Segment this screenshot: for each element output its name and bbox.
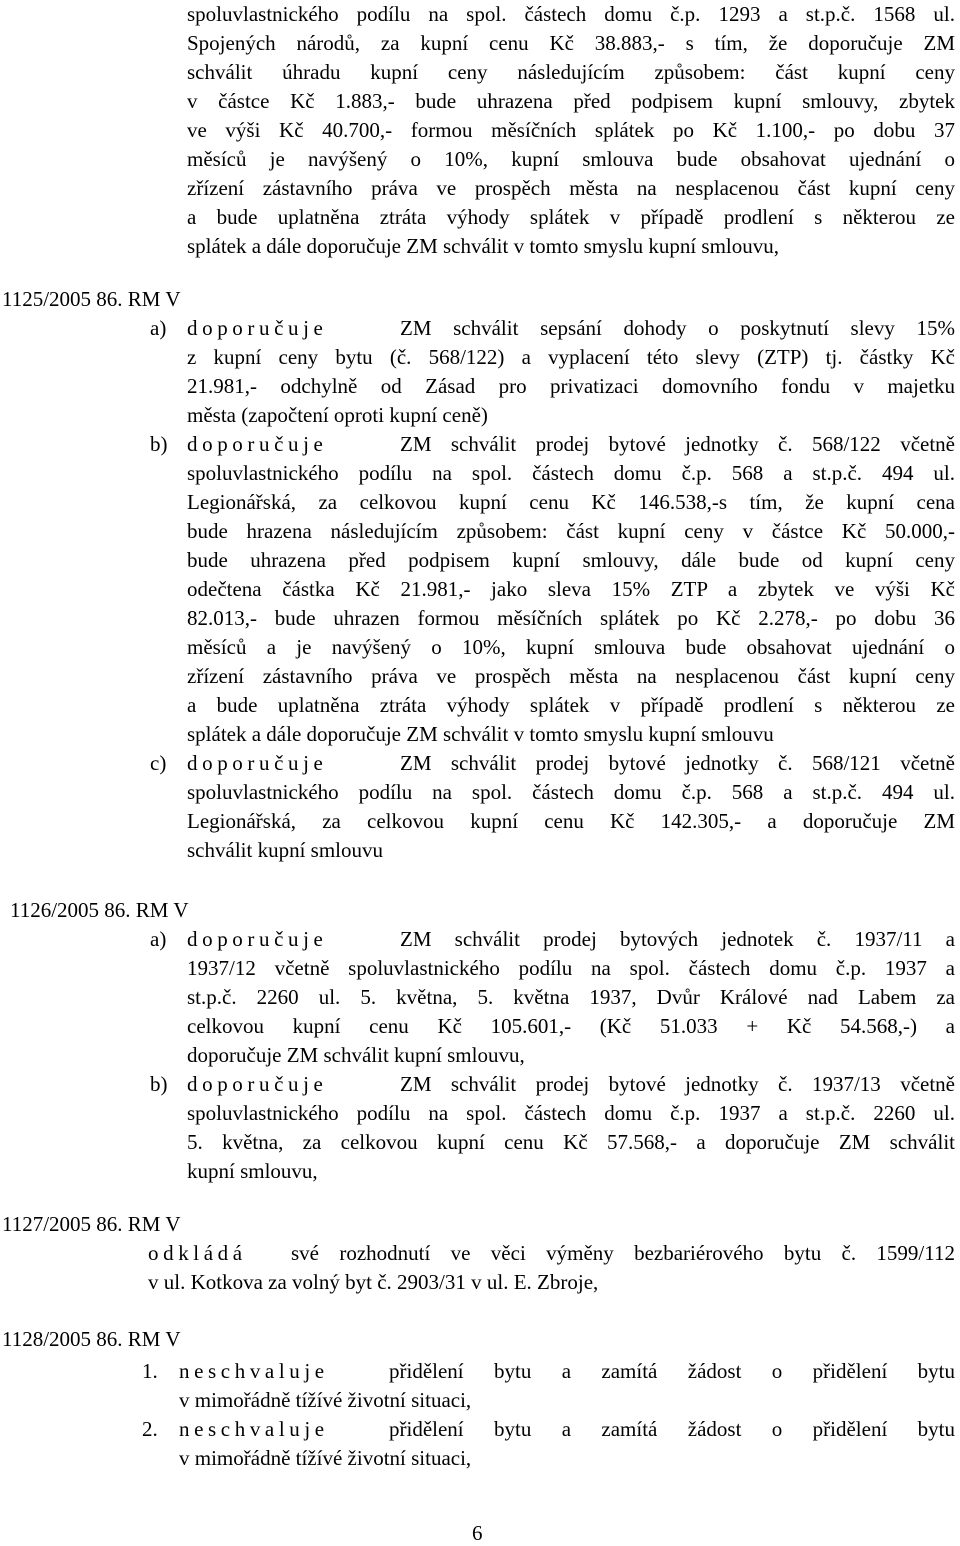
- text-line: své rozhodnutí ve věci výměny bezbariérového bytu č. 1599/112: [291, 1241, 955, 1265]
- text-line: Legionářská, za celkovou kupní cenu Kč 146.538,-s tím, že kupní cena: [187, 490, 955, 514]
- text-line: v mimořádně tížívé životní situaci,: [179, 1388, 472, 1412]
- text-line: a bude uplatněna ztráta výhody splátek v případě prodlení s některou ze: [187, 693, 955, 717]
- text-line: přidělení bytu a zamítá žádost o přidělení bytu: [389, 1417, 955, 1441]
- item-label: b): [150, 1072, 168, 1096]
- keyword: neschvaluje: [179, 1417, 329, 1441]
- text-line: celkovou kupní cenu Kč 105.601,- (Kč 51.033 + Kč 54.568,-) a: [187, 1014, 955, 1038]
- item-label: a): [150, 316, 167, 340]
- text-line: spoluvlastnického podílu na spol. částech domu č.p. 1293 a st.p.č. 1568 ul.: [187, 2, 955, 26]
- text-line: spoluvlastnického podílu na spol. částech domu č.p. 568 a st.p.č. 494 ul.: [187, 461, 955, 485]
- text-line: z kupní ceny bytu (č. 568/122) a vyplacení této slevy (ZTP) tj. částky Kč: [187, 345, 955, 369]
- page-number: 6: [472, 1521, 483, 1545]
- item-first-line: [179, 1419, 955, 1440]
- text-line: splátek a dále doporučuje ZM schválit v tomto smyslu kupní smlouvu,: [187, 234, 780, 258]
- text-line: v mimořádně tížívé životní situaci,: [179, 1446, 472, 1470]
- text-line: Legionářská, za celkovou kupní cenu Kč 142.305,- a doporučuje ZM: [187, 809, 955, 833]
- text-line: splátek a dále doporučuje ZM schválit v tomto smyslu kupní smlouvu: [187, 722, 774, 746]
- text-line: zřízení zástavního práva ve prospěch města na nesplacenou část kupní ceny: [187, 664, 955, 688]
- text-line: doporučuje ZM schválit kupní smlouvu,: [187, 1043, 525, 1067]
- text-line: ZM schválit sepsání dohody o poskytnutí slevy 15%: [400, 316, 955, 340]
- item-label: c): [150, 751, 167, 775]
- list-number: 1.: [142, 1359, 158, 1383]
- text-line: 5. května, za celkovou kupní cenu Kč 57.568,- a doporučuje ZM schválit: [187, 1130, 955, 1154]
- text-line: ZM schválit prodej bytové jednotky č. 568/122 včetně: [400, 432, 955, 456]
- item-first-line: [179, 1361, 955, 1382]
- item-first-line: [148, 1243, 955, 1264]
- text-line: ZM schválit prodej bytové jednotky č. 1937/13 včetně: [400, 1072, 955, 1096]
- list-number: 2.: [142, 1417, 158, 1441]
- text-line: schválit úhradu kupní ceny následujícím způsobem: část kupní ceny: [187, 60, 955, 84]
- item-label: a): [150, 927, 167, 951]
- item-first-line: [187, 929, 955, 950]
- text-line: měsíců a je navýšený o 10%, kupní smlouva bude obsahovat ujednání o: [187, 635, 955, 659]
- keyword: neschvaluje: [179, 1359, 329, 1383]
- text-line: v ul. Kotkova za volný byt č. 2903/31 v ul. E. Zbroje,: [148, 1270, 599, 1294]
- text-line: města (započtení oproti kupní ceně): [187, 403, 488, 427]
- item-label: b): [150, 432, 168, 456]
- text-line: 82.013,- bude uhrazen formou měsíčních splátek po Kč 2.278,- po dobu 36: [187, 606, 955, 630]
- text-line: ve výši Kč 40.700,- formou měsíčních splátek po Kč 1.100,- po dobu 37: [187, 118, 955, 142]
- text-line: zřízení zástavního práva ve prospěch města na nesplacenou část kupní ceny: [187, 176, 955, 200]
- keyword: odkládá: [148, 1241, 247, 1265]
- resolution-heading: 1126/2005 86. RM V: [10, 898, 189, 922]
- resolution-heading: 1125/2005 86. RM V: [2, 287, 181, 311]
- text-line: měsíců je navýšený o 10%, kupní smlouva bude obsahovat ujednání o: [187, 147, 955, 171]
- text-line: bude hrazena následujícím způsobem: část kupní ceny v částce Kč 50.000,-: [187, 519, 955, 543]
- text-line: bude uhrazena před podpisem kupní smlouvy, dále bude od kupní ceny: [187, 548, 955, 572]
- text-line: ZM schválit prodej bytové jednotky č. 568/121 včetně: [400, 751, 955, 775]
- text-line: 21.981,- odchylně od Zásad pro privatizaci domovního fondu v majetku: [187, 374, 955, 398]
- resolution-heading: 1128/2005 86. RM V: [2, 1327, 181, 1351]
- text-line: kupní smlouvu,: [187, 1159, 318, 1183]
- item-first-line: [187, 318, 955, 339]
- keyword: doporučuje: [187, 316, 328, 340]
- text-line: 1937/12 včetně spoluvlastnického podílu na spol. částech domu č.p. 1937 a: [187, 956, 955, 980]
- keyword: doporučuje: [187, 432, 328, 456]
- text-line: Spojených národů, za kupní cenu Kč 38.883,- s tím, že doporučuje ZM: [187, 31, 955, 55]
- text-line: a bude uplatněna ztráta výhody splátek v případě prodlení s některou ze: [187, 205, 955, 229]
- text-line: v částce Kč 1.883,- bude uhrazena před podpisem kupní smlouvy, zbytek: [187, 89, 955, 113]
- text-line: st.p.č. 2260 ul. 5. května, 5. května 1937, Dvůr Králové nad Labem za: [187, 985, 955, 1009]
- keyword: doporučuje: [187, 751, 328, 775]
- keyword: doporučuje: [187, 1072, 328, 1096]
- text-line: schválit kupní smlouvu: [187, 838, 383, 862]
- text-line: spoluvlastnického podílu na spol. částech domu č.p. 1937 a st.p.č. 2260 ul.: [187, 1101, 955, 1125]
- text-line: spoluvlastnického podílu na spol. částech domu č.p. 568 a st.p.č. 494 ul.: [187, 780, 955, 804]
- item-first-line: [187, 434, 955, 455]
- text-line: přidělení bytu a zamítá žádost o přidělení bytu: [389, 1359, 955, 1383]
- item-first-line: [187, 753, 955, 774]
- item-first-line: [187, 1074, 955, 1095]
- text-line: ZM schválit prodej bytových jednotek č. 1937/11 a: [400, 927, 955, 951]
- keyword: doporučuje: [187, 927, 328, 951]
- resolution-heading: 1127/2005 86. RM V: [2, 1212, 181, 1236]
- text-line: odečtena částka Kč 21.981,- jako sleva 15% ZTP a zbytek ve výši Kč: [187, 577, 955, 601]
